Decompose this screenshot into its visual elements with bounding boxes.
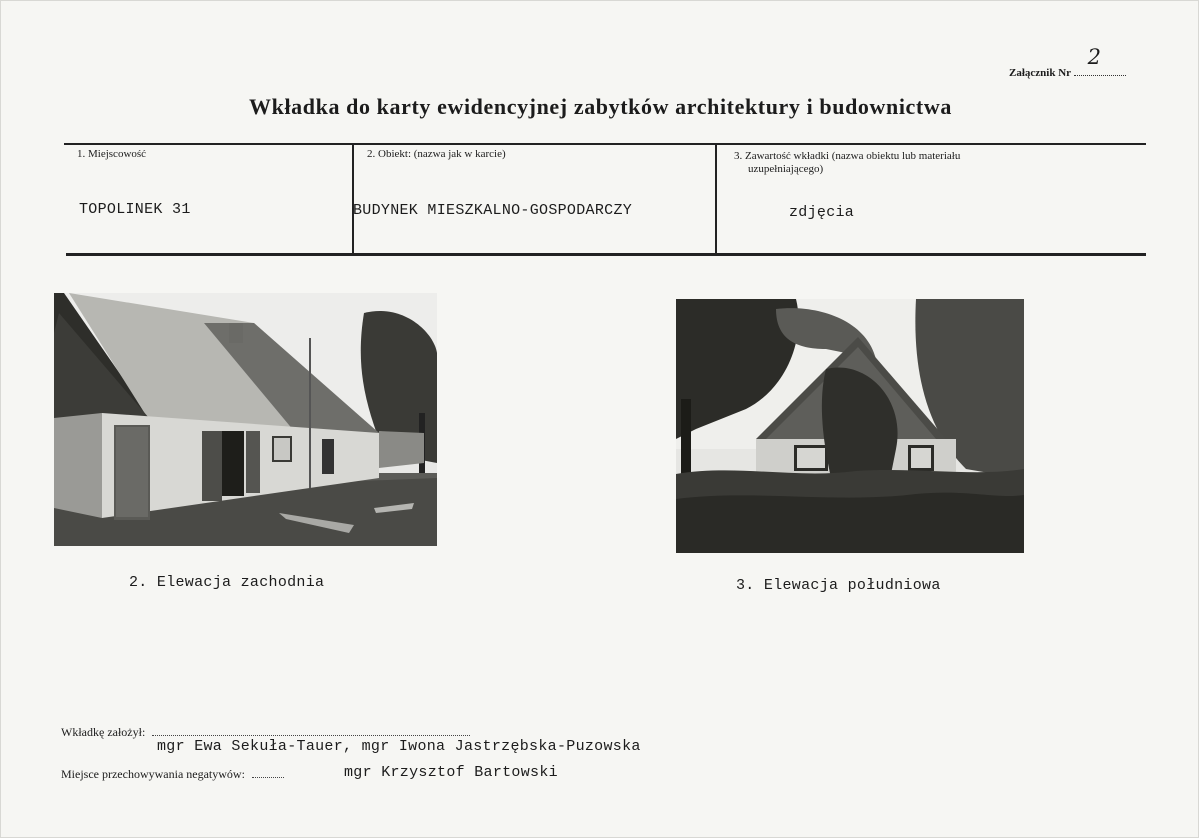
photo-south-elevation — [676, 299, 1024, 553]
content-value: zdjęcia — [789, 204, 855, 221]
content-label-line2: uzupełniającego) — [748, 163, 824, 175]
negatives-value: mgr Krzysztof Bartowski — [344, 764, 558, 781]
negatives-dotted-line — [252, 768, 284, 778]
founded-value: mgr Ewa Sekuła-Tauer, mgr Iwona Jastrzębska-Puzowska — [157, 738, 641, 755]
house-west-photo-image — [54, 293, 437, 546]
column-divider — [715, 144, 717, 253]
negatives-label — [61, 767, 284, 782]
table-top-rule — [64, 143, 1146, 145]
photo-caption-south: 3. Elewacja południowa — [736, 577, 941, 594]
page-title: Wkładka do karty ewidencyjnej zabytków architektury i budownictwa — [249, 94, 952, 119]
photo-west-elevation — [54, 293, 437, 546]
place-label: 1. Miejscowość — [77, 148, 147, 160]
negatives-label-text: Miejsce przechowywania negatywów: — [61, 767, 245, 781]
house-south-photo-image — [676, 299, 1024, 553]
column-divider — [352, 144, 354, 253]
content-label — [734, 150, 960, 176]
place-value: TOPOLINEK 31 — [79, 201, 191, 218]
table-bottom-rule — [66, 253, 1146, 256]
object-label: 2. Obiekt: (nazwa jak w karcie) — [367, 148, 506, 160]
object-value: BUDYNEK MIESZKALNO-GOSPODARCZY — [353, 202, 633, 219]
photo-caption-west: 2. Elewacja zachodnia — [129, 574, 325, 591]
annex-dotted-line — [1074, 45, 1126, 76]
founded-label-text: Wkładkę założył: — [61, 725, 146, 739]
content-label-line1: 3. Zawartość wkładki (nazwa obiektu lub materiału — [734, 150, 961, 162]
founded-dotted-line — [152, 726, 470, 736]
annex-label: Załącznik Nr — [1009, 67, 1071, 79]
annex-number — [1009, 45, 1126, 79]
annex-handwritten-number: 2 — [1087, 45, 1101, 69]
